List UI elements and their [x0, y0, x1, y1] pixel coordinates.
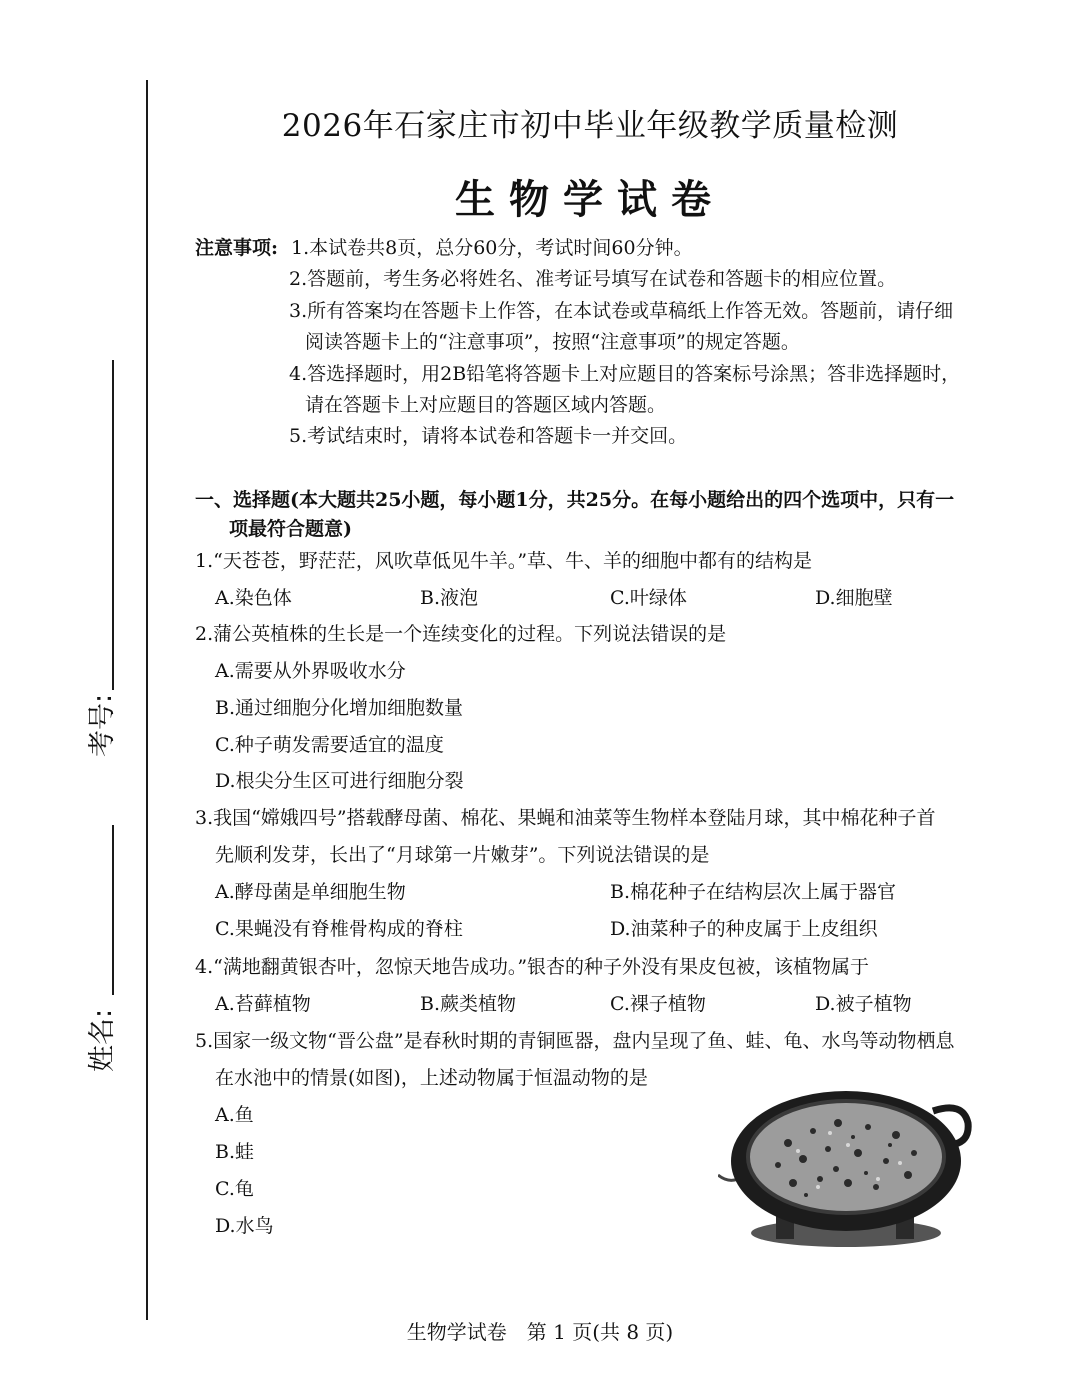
- notice-line: 5.考试结束时，请将本试卷和答题卡一并交回。: [289, 425, 688, 447]
- question-3-stem: 3.我国“嫦娥四号”搭载酵母菌、棉花、果蝇和油菜等生物样本登陆月球，其中棉花种子首: [195, 807, 936, 829]
- q1-option-c[interactable]: C.叶绿体: [610, 587, 687, 609]
- q3-option-c[interactable]: C.果蝇没有脊椎骨构成的脊柱: [215, 918, 463, 940]
- q4-option-d[interactable]: D.被子植物: [815, 993, 912, 1015]
- q5-option-b[interactable]: B.蛙: [215, 1141, 255, 1163]
- q4-option-a[interactable]: A.苔藓植物: [215, 993, 311, 1015]
- q5-option-d[interactable]: D.水鸟: [215, 1215, 274, 1237]
- q4-option-c[interactable]: C.裸子植物: [610, 993, 706, 1015]
- q5-option-c[interactable]: C.龟: [215, 1178, 254, 1200]
- section-heading-cont: 项最符合题意): [229, 518, 352, 540]
- name-label: 姓名:: [87, 1008, 119, 1072]
- q4-option-b[interactable]: B.蕨类植物: [420, 993, 517, 1015]
- page-footer: 生物学试卷 第 1 页(共 8 页): [406, 1320, 674, 1344]
- notice-line: 4.答选择题时，用2B铅笔将答题卡上对应题目的答案标号涂黑；答非选择题时，: [289, 363, 961, 385]
- notice-line: 3.所有答案均在答题卡上作答，在本试卷或草稿纸上作答无效。答题前，请仔细: [289, 300, 954, 322]
- notice-line: 阅读答题卡上的“注意事项”，按照“注意事项”的规定答题。: [305, 331, 800, 353]
- question-5-stem-cont: 在水池中的情景(如图)，上述动物属于恒温动物的是: [215, 1067, 648, 1089]
- name-underline: [112, 825, 114, 995]
- paper-subtitle: 生物学试卷: [455, 176, 725, 223]
- notice-line: 2.答题前，考生务必将姓名、准考证号填写在试卷和答题卡的相应位置。: [289, 268, 897, 290]
- q2-option-b[interactable]: B.通过细胞分化增加细胞数量: [215, 697, 464, 719]
- q2-option-d[interactable]: D.根尖分生区可进行细胞分裂: [215, 770, 464, 792]
- q2-option-a[interactable]: A.需要从外界吸收水分: [215, 660, 406, 682]
- binding-line: [146, 80, 148, 1320]
- question-4-stem: 4.“满地翻黄银杏叶，忽惊天地告成功。”银杏的种子外没有果皮包被，该植物属于: [195, 956, 870, 978]
- exam-number-field[interactable]: [70, 360, 130, 780]
- name-field[interactable]: [70, 825, 130, 1085]
- notice-line: 1.本试卷共8页，总分60分，考试时间60分钟。: [291, 237, 693, 259]
- q1-option-d[interactable]: D.细胞壁: [815, 587, 893, 609]
- exam-title: 2026年石家庄市初中毕业年级教学质量检测: [281, 108, 899, 144]
- question-3-stem-cont: 先顺利发芽，长出了“月球第一片嫩芽”。下列说法错误的是: [215, 844, 710, 866]
- question-1-stem: 1.“天苍苍，野茫茫，风吹草低见牛羊。”草、牛、羊的细胞中都有的结构是: [195, 550, 813, 572]
- q1-option-b[interactable]: B.液泡: [420, 587, 479, 609]
- section-heading: 一、选择题(本大题共25小题，每小题1分，共25分。在每小题给出的四个选项中，只有一: [195, 489, 955, 511]
- notice-label: 注意事项:: [195, 237, 279, 259]
- q3-option-d[interactable]: D.油菜种子的种皮属于上皮组织: [610, 918, 878, 940]
- question-5-stem: 5.国家一级文物“晋公盘”是春秋时期的青铜匜器，盘内呈现了鱼、蛙、龟、水鸟等动物栖息: [195, 1030, 955, 1052]
- jingong-plate-image: [718, 1083, 980, 1253]
- notice-line: 请在答题卡上对应题目的答题区域内答题。: [305, 394, 667, 416]
- q1-option-a[interactable]: A.染色体: [215, 587, 292, 609]
- exam-number-underline: [112, 360, 114, 690]
- q5-option-a[interactable]: A.鱼: [215, 1104, 254, 1126]
- q3-option-a[interactable]: A.酵母菌是单细胞生物: [215, 881, 406, 903]
- question-2-stem: 2.蒲公英植株的生长是一个连续变化的过程。下列说法错误的是: [195, 623, 727, 645]
- q2-option-c[interactable]: C.种子萌发需要适宜的温度: [215, 734, 444, 756]
- q3-option-b[interactable]: B.棉花种子在结构层次上属于器官: [610, 881, 897, 903]
- exam-number-label: 考号:: [87, 693, 119, 757]
